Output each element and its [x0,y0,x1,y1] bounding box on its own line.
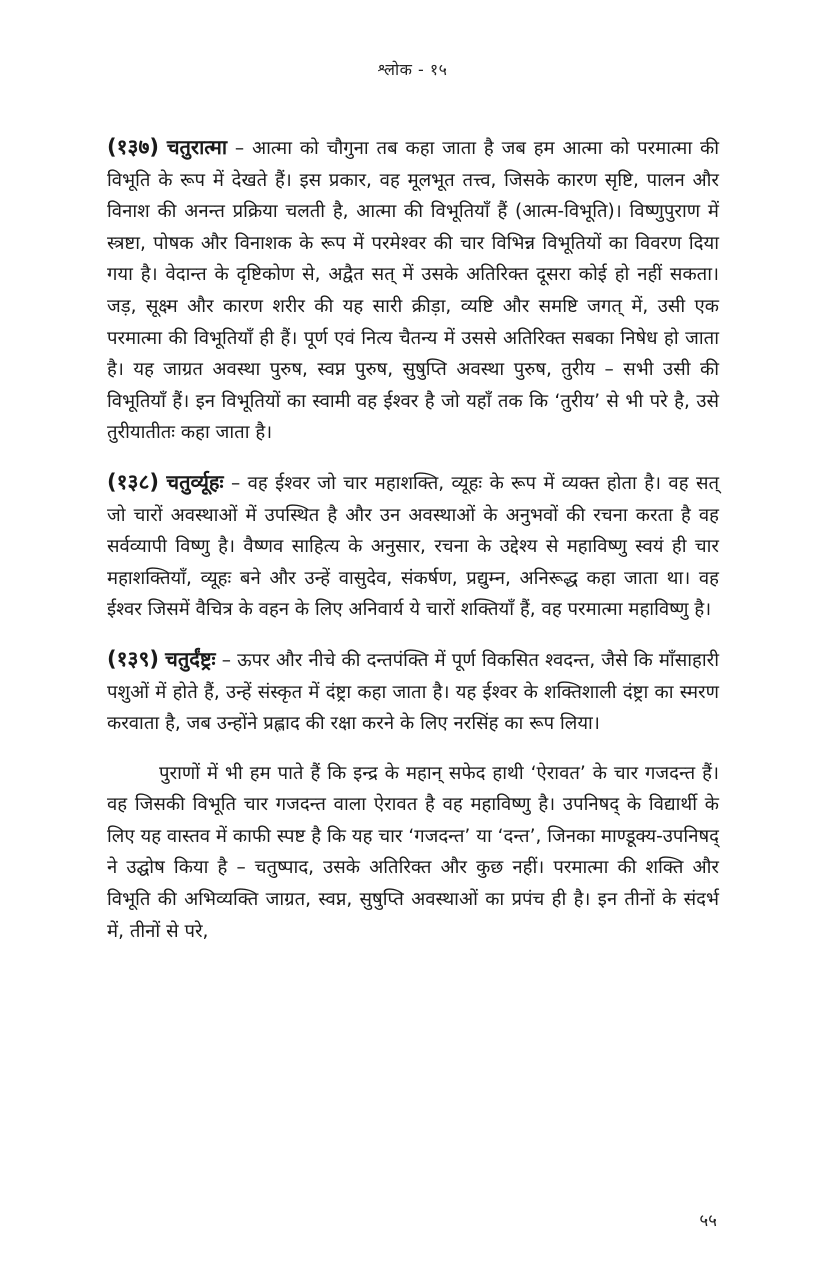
entry-138 [107,467,719,626]
running-header: श्लोक - १५ [377,60,448,79]
entry-number: (१३८) [107,469,159,494]
entry-term: चतुरात्मा [166,135,228,159]
entry-term: चतुर्दंष्ट्रः [165,646,216,671]
entry-number: (१३७) [107,135,159,159]
entry-number: (१३९) [107,646,159,671]
continuation-paragraph: पुराणों में भी हम पाते हैं कि इन्द्र के महान् सफेद हाथी ‘ऐरावत’ के चार गजदन्त हैं। वह जिसकी विभूति चार गजदन्त वाला ऐरावत है वह महाविष्णु है। उपनिषद् के विद्यार्थी के लिए यह वास्तव में काफी स्पष्ट है कि यह चार ‘गजदन्त’ या ‘दन्त’, जिनका माण्डूक्य-उपनिषद् ने उद्घोष किया है – चतुष्पाद, उसके अतिरिक्त और कुछ नहीं। परमात्मा की शक्ति और विभूति की अभिव्यक्ति जाग्रत, स्वप्न, सुषुप्ति अवस्थाओं का प्रपंच ही है। इन तीनों के संदर्भ में, तीनों से परे, [107,762,719,942]
entry-139 [107,644,719,740]
page-number: ५५ [699,1211,717,1231]
entry-text: – आत्मा को चौगुना तब कहा जाता है जब हम आत्मा को परमात्मा की विभूति के रूप में देखते हैं। इस प्रकार, वह मूलभूत तत्त्व, जिसके कारण सृष्टि, पालन और विनाश की अनन्त प्रक्रिया चलती है, आत्मा की विभूतियाँ हैं (आत्म-विभूति)। विष्णुपुराण में स्त्रष्टा, पोषक और विनाशक के रूप में परमेश्वर की चार विभिन्न विभूतियों का विवरण दिया गया है। वेदान्त के दृष्टिकोण से, अद्वैत सत् में उसके अतिरिक्त दूसरा कोई हो नहीं सकता। जड़, सूक्ष्म और कारण शरीर की यह सारी क्रीड़ा, व्यष्टि और समष्टि जगत् में, उसी एक परमात्मा की विभूतियाँ ही हैं। पूर्ण एवं नित्य चैतन्य में उससे अतिरिक्त सबका निषेध हो जाता है। यह जाग्रत अवस्था पुरुष, स्वप्न पुरुष, सुषुप्ति अवस्था पुरुष, तुरीय – सभी उसी की विभूतियाँ हैं। इन विभूतियों का स्वामी वह ईश्वर है जो यहाँ तक कि ‘तुरीय’ से भी परे है, उसे तुरीयातीतः कहा जाता है। [107,138,719,444]
entry-137 [107,132,719,449]
page-body [107,132,719,965]
entry-text: – वह ईश्वर जो चार महाशक्ति, व्यूहः के रूप में व्यक्त होता है। वह सत् जो चारों अवस्थाओं में उपस्थित है और उन अवस्थाओं के अनुभवों की रचना करता है वह सर्वव्यापी विष्णु है। वैष्णव साहित्य के अनुसार, रचना के उद्देश्य से महाविष्णु स्वयं ही चार महाशक्तियाँ, व्यूहः बने और उन्हें वासुदेव, संकर्षण, प्रद्युम्न, अनिरूद्ध कहा जाता था। वह ईश्वर जिसमें वैचित्र के वहन के लिए अनिवार्य ये चारों शक्तियाँ हैं, वह परमात्मा महाविष्णु है। [107,472,719,621]
entry-text: – ऊपर और नीचे की दन्तपंक्ति में पूर्ण विकसित श्वदन्त, जैसे कि माँसाहारी पशुओं में होते हैं, उन्हें संस्कृत में दंष्ट्रा कहा जाता है। यह ईश्वर के शक्तिशाली दंष्ट्रा का स्मरण करवाता है, जब उन्होंने प्रह्लाद की रक्षा करने के लिए नरसिंह का रूप लिया। [107,649,719,735]
entry-term: चतुर्व्यूहः [166,469,224,494]
